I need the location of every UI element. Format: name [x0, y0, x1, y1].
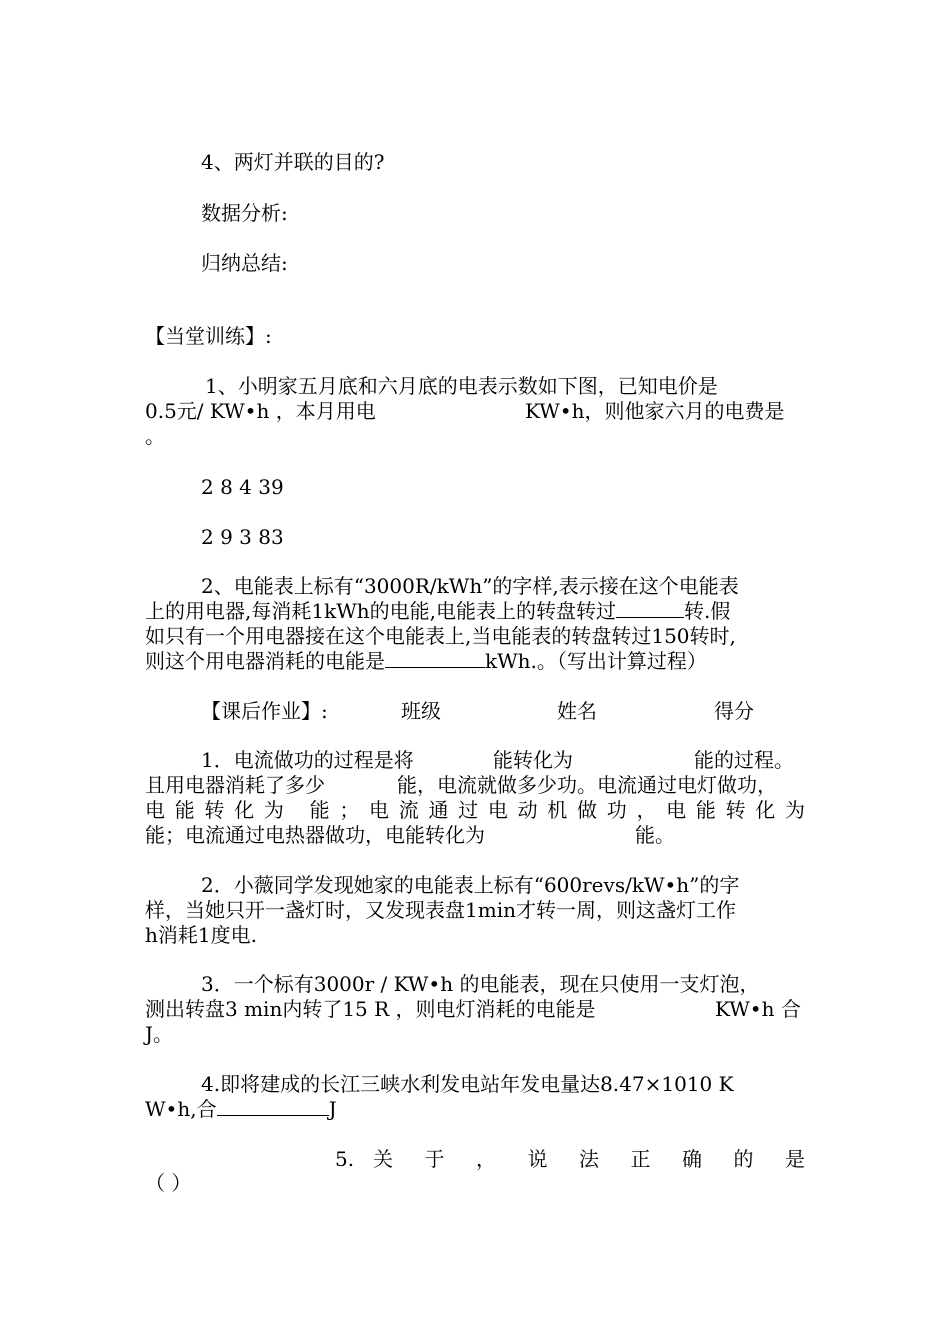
blank-line	[385, 649, 485, 668]
homework-q4-line2a: W•h,合	[145, 1097, 217, 1121]
blank-line	[217, 1097, 329, 1116]
homework-q4-line2b: J	[328, 1097, 337, 1121]
homework-q1-line2a: 且用电器消耗了多少	[145, 773, 325, 797]
homework-q3-line3: J。	[145, 1022, 174, 1046]
homework-q2-line3: h消耗1度电.	[145, 923, 257, 947]
homework-q2-line2: 样，当她只开一盏灯时，又发现表盘1min才转一周，则这盏灯工作	[145, 898, 736, 922]
homework-q1-line1b: 能转化为	[493, 748, 573, 772]
training-q1-line1: 1、小明家五月底和六月底的电表示数如下图，已知电价是	[205, 374, 718, 398]
homework-q3-line1: 3．一个标有3000r / KW•h 的电能表，现在只使用一支灯泡，	[201, 972, 760, 996]
training-heading: 【当堂训练】:	[145, 324, 272, 348]
homework-q2-line1: 2．小薇同学发现她家的电能表上标有“600revs/kW•h”的字	[201, 873, 740, 897]
homework-q5-line1: 5. 关 于 ， 说 法 正 确 的 是	[335, 1147, 805, 1171]
score-label: 得分	[714, 699, 754, 723]
homework-q1-line4b: 能。	[635, 823, 675, 847]
training-q2-line4	[145, 649, 707, 673]
homework-heading: 【课后作业】:	[201, 699, 328, 723]
meter-reading-1: 2 8 4 39	[201, 475, 284, 499]
training-q1-line2b: KW•h，则他家六月的电费是	[525, 399, 785, 423]
homework-q1-line3: 电能转化为 能；电流通过电动机做功，电能转化为	[145, 798, 805, 822]
homework-q1-line2b: 能，电流就做多少功。电流通过电灯做功，	[397, 773, 777, 797]
homework-q4-line1: 4.即将建成的长江三峡水利发电站年发电量达8.47×1010 K	[201, 1072, 734, 1096]
homework-q3-line2a: 测出转盘3 min内转了15 R ，则电灯消耗的电能是	[145, 997, 596, 1021]
training-q2-line2a: 上的用电器,每消耗1kWh的电能,电能表上的转盘转过	[145, 599, 616, 623]
training-q1-line3: 。	[145, 424, 165, 448]
data-analysis-label: 数据分析:	[201, 201, 288, 225]
training-q2-line2	[145, 599, 730, 623]
training-q2-line1: 2、电能表上标有“3000R/kWh”的字样,表示接在这个电能表	[201, 574, 739, 598]
training-q2-line4b: kWh.。（写出计算过程）	[485, 649, 707, 673]
homework-q3-line2b: KW•h 合	[715, 997, 801, 1021]
question-4: 4、两灯并联的目的?	[201, 150, 385, 174]
homework-q1-line4a: 能；电流通过电热器做功，电能转化为	[145, 823, 485, 847]
homework-q1-line1c: 能的过程。	[694, 748, 794, 772]
training-q1-line2a: 0.5元/ KW•h ，本月用电	[145, 399, 376, 423]
summary-label: 归纳总结:	[201, 251, 288, 275]
homework-q1-line1a: 1．电流做功的过程是将	[201, 748, 414, 772]
class-label: 班级	[401, 699, 441, 723]
blank-line	[616, 599, 684, 618]
training-q2-line3: 如只有一个用电器接在这个电能表上,当电能表的转盘转过150转时,	[145, 624, 736, 648]
homework-q5-line2: （ ）	[145, 1171, 192, 1195]
training-q2-line2b: 转.假	[684, 599, 731, 623]
name-label: 姓名	[557, 699, 597, 723]
homework-q4-line2	[145, 1097, 337, 1121]
training-q2-line4a: 则这个用电器消耗的电能是	[145, 649, 385, 673]
meter-reading-2: 2 9 3 83	[201, 525, 284, 549]
